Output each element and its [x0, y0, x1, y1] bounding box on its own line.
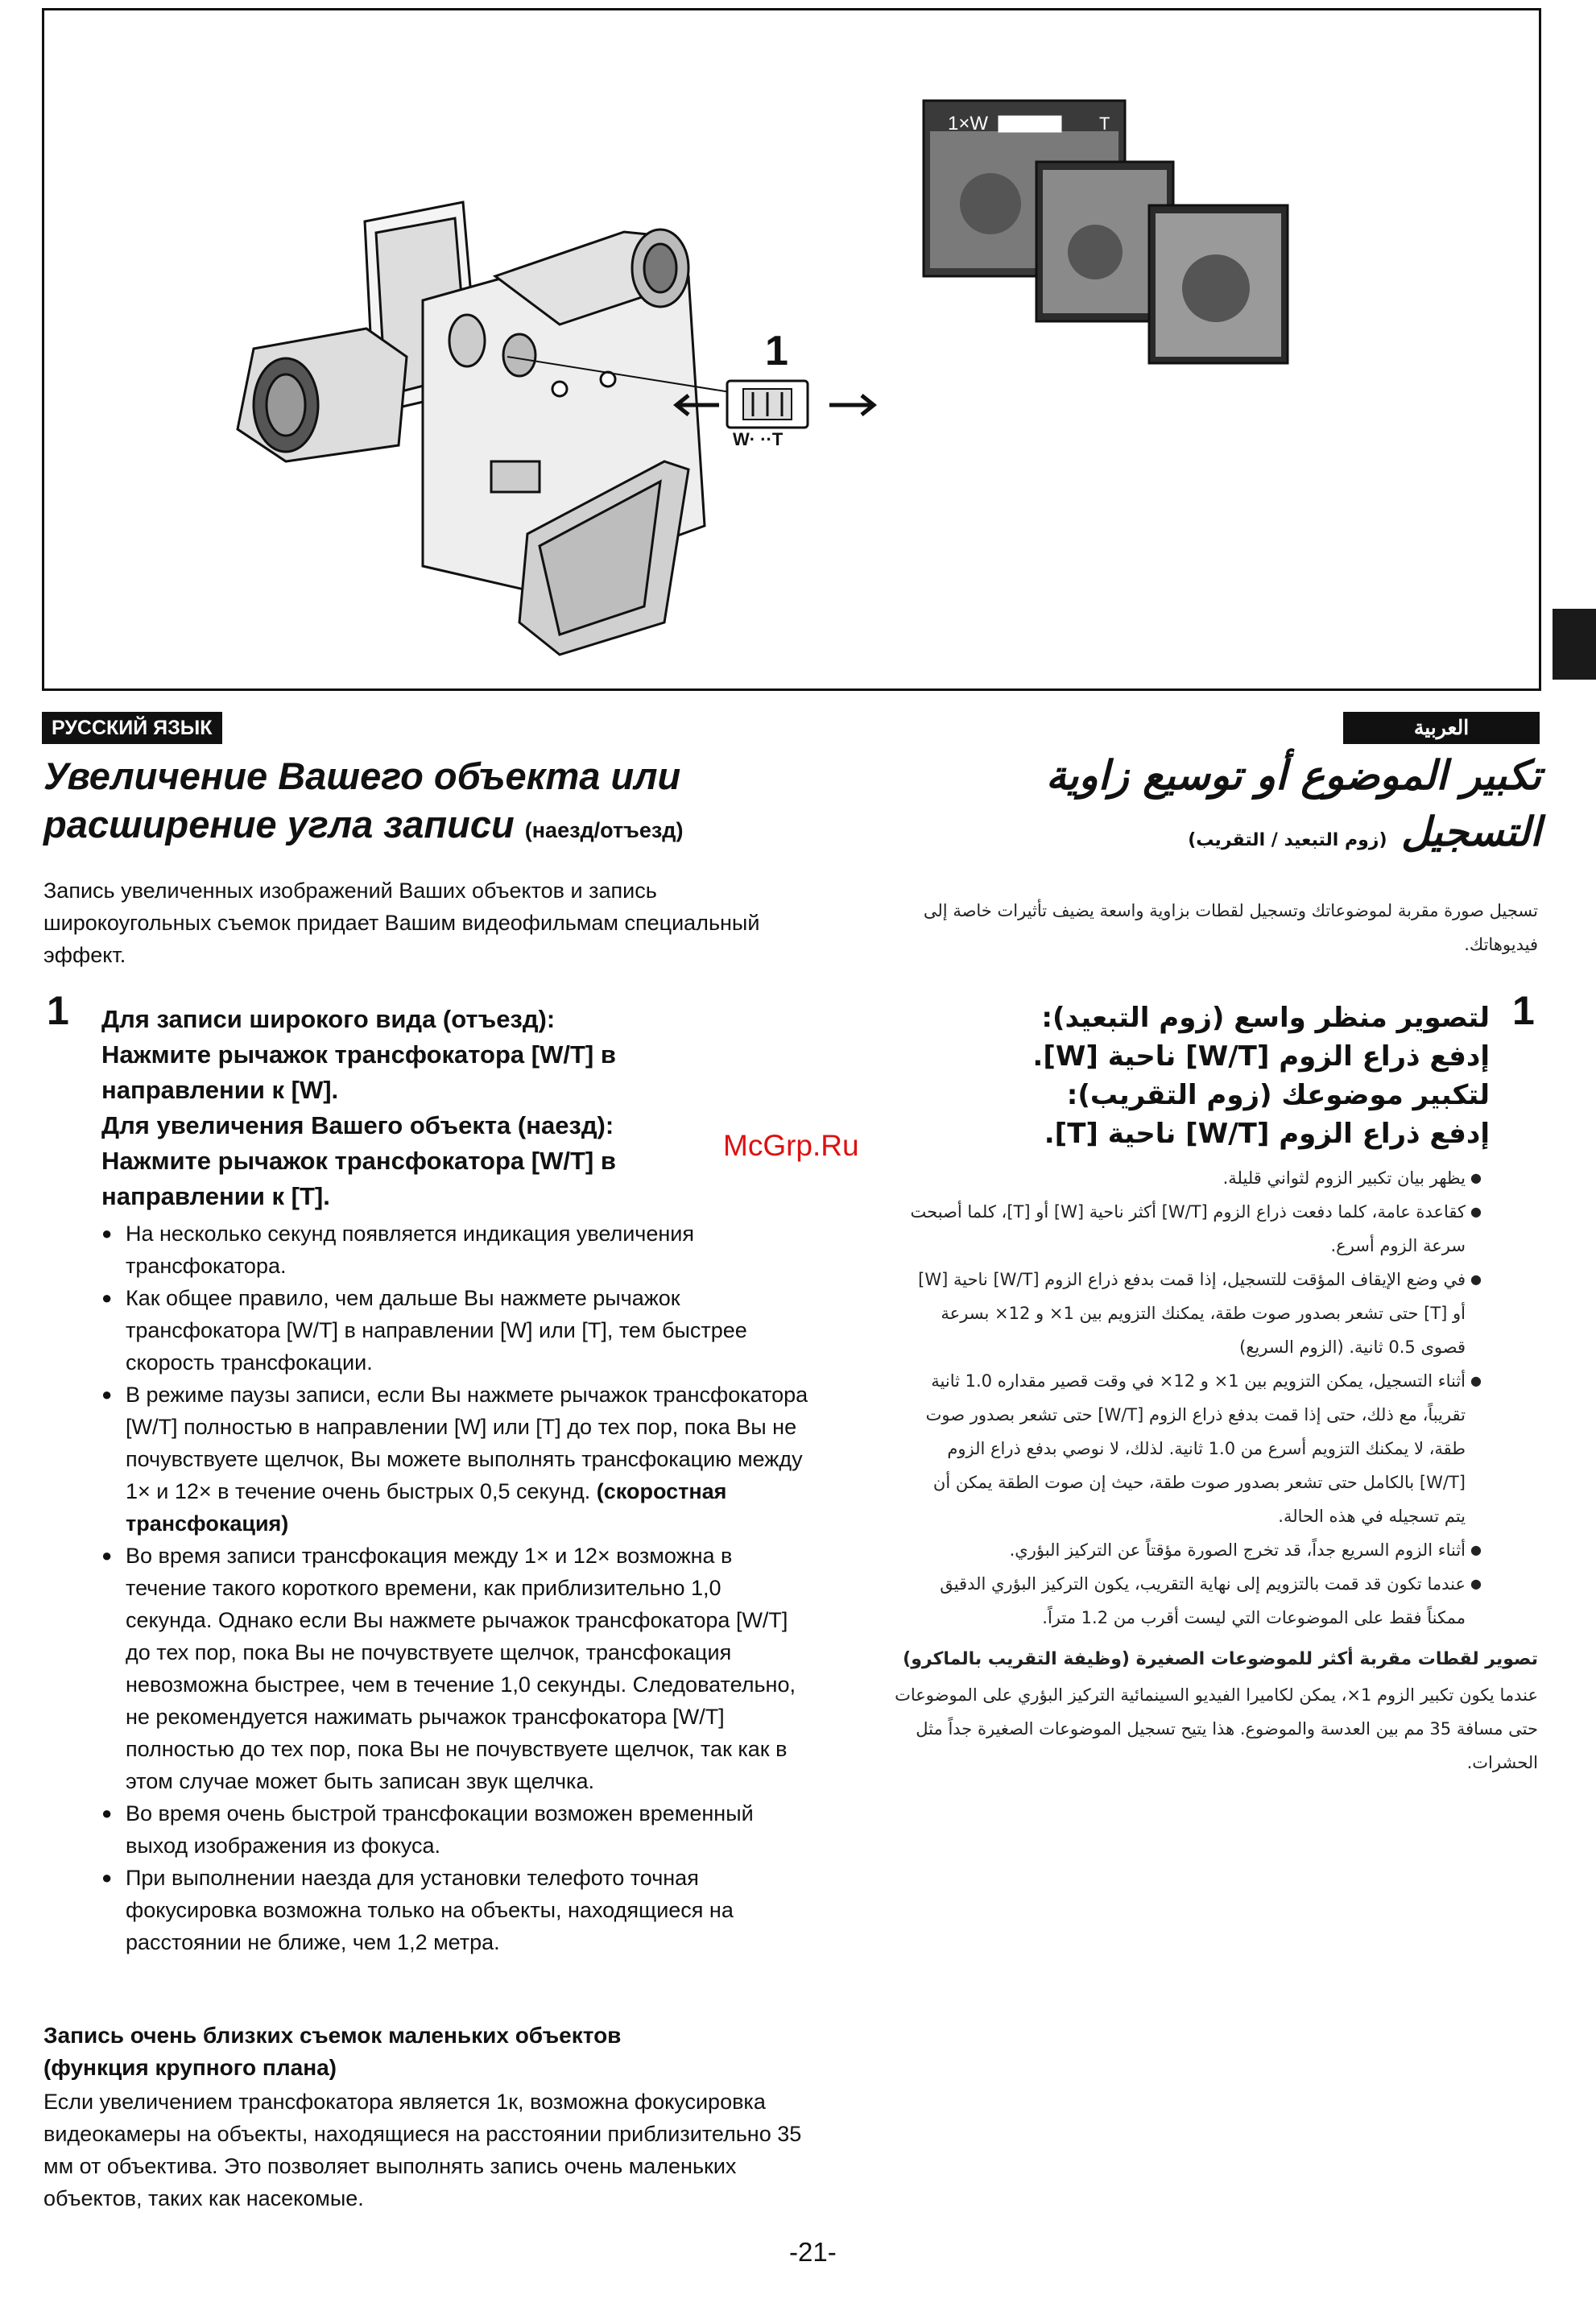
- arabic-step-line: لتصوير منظر واسع (زوم التبعيد):: [1041, 1002, 1490, 1034]
- russian-macro-heading: [43, 2020, 817, 2084]
- russian-step-line: Нажмите рычажок трансфокатора [W/T] в: [101, 1040, 616, 1069]
- zoom-screens: [924, 101, 1288, 363]
- arabic-step-number: 1: [1512, 988, 1535, 1033]
- russian-macro-text: Если увеличением трансфокатора является 1к, возможна фокусировка видеокамеры на объекты, находящиеся на расстоянии приблизительно 35 мм от объектива. Это позволяет выполнять запись очень маленьких объектов, таких как насекомые.: [43, 2090, 802, 2210]
- russian-step-instructions: [101, 1002, 810, 1214]
- list-item: ● При выполнении наезда для установки телефото точная фокусировка возможна только на объекты, находящиеся на расстоянии не ближе, чем 1,2 метра.: [101, 1862, 810, 1958]
- list-item: ● Во время очень быстрой трансфокации возможен временный выход изображения из фокуса.: [101, 1797, 810, 1862]
- watermark: McGrp.Ru: [723, 1129, 859, 1162]
- language-label-russian: РУССКИЙ ЯЗЫК: [42, 712, 222, 744]
- arabic-step-line: إدفع ذراع الزوم [W/T] ناحية [W].: [1032, 1040, 1490, 1073]
- bullet-text: В режиме паузы записи, если Вы нажмете рычажок трансфокатора [W/T] полностью в направлении [W] или [T] до тех пор, пока Вы не почувствуете щелчок, Вы можете выполнять трансфокацию между 1× и 12× в течение очень быстрых 0,5 секунд.: [126, 1383, 808, 1503]
- arabic-macro-heading: تصوير لقطات مقربة أكثر للموضوعات الصغيرة (وظيفة التقريب بالماكرو): [903, 1649, 1538, 1669]
- list-item: ● كقاعدة عامة، كلما دفعت ذراع الزوم [W/T] أكثر ناحية [W] أو [T]، كلما أصبحت سرعة الزوم أسرع.: [886, 1195, 1482, 1263]
- list-item: ● أثناء التسجيل، يمكن التزويم بين 1× و 12× في وقت قصير مقداره 1.0 ثانية تقريباً، مع ذلك، حتى إذا قمت بدفع ذراع الزوم [W/T] حتى تشعر بصدور صوت طقة، لا يمكنك التزويم أسرع من 1.0 ثانية. لذلك، لا نوصي بدفع ذراع الزوم [W/T] بالكامل حتى تشعر بصدور صوت طقة، حيث إن صوت الطقة يمكن أن يتم تسجيله في هذه الحالة.: [886, 1364, 1482, 1533]
- russian-title-line2: расширение угла записи: [43, 803, 515, 846]
- list-item: ● На несколько секунд появляется индикация увеличения трансфокатора.: [101, 1218, 810, 1282]
- arrow-right-icon: [829, 395, 874, 415]
- arabic-title-line1: تكبير الموضوع أو توسيع زاوية: [1045, 752, 1541, 799]
- russian-title: [43, 752, 849, 854]
- russian-step-number: 1: [47, 988, 69, 1033]
- list-item: ● في وضع الإيقاف المؤقت للتسجيل، إذا قمت بدفع ذراع الزوم [W/T] ناحية [W] أو [T] حتى تشعر بصدور صوت طقة، يمكنك التزويم بين 1× و 12× بسرعة قصوى 0.5 ثانية. (الزوم السريع): [886, 1263, 1482, 1364]
- arabic-intro: تسجيل صورة مقربة لموضوعاتك وتسجيل لقطات بزاوية واسعة يضيف تأثيرات خاصة إلى فيديوهاتك.: [923, 901, 1538, 954]
- zoom-indicator-t: T: [1099, 114, 1110, 134]
- list-item: ● Как общее правило, чем дальше Вы нажмете рычажок трансфокатора [W/T] в направлении [W] или [T], тем быстрее скорость трансфокации.: [101, 1282, 810, 1379]
- arabic-step-line: لتكبير موضوعك (زوم التقريب):: [1066, 1079, 1490, 1111]
- russian-step-line: Нажмите рычажок трансфокатора [W/T] в: [101, 1147, 616, 1175]
- russian-step-line: направлении к [T].: [101, 1182, 330, 1210]
- list-item: [101, 1379, 810, 1540]
- russian-title-line1: Увеличение Вашего объекта или: [43, 755, 681, 797]
- page-number: -21-: [789, 2237, 837, 2267]
- camcorder-illustration: [44, 10, 1539, 688]
- list-item: ● أثناء الزوم السريع جداً، قد تخرج الصورة مؤقتاً عن التركيز البؤري.: [886, 1533, 1482, 1567]
- arabic-title-line2: التسجيل: [1400, 808, 1541, 855]
- russian-step-line: направлении к [W].: [101, 1076, 339, 1104]
- russian-notes: [101, 1218, 810, 1958]
- bullet-bold-suffix: (скоростная трансфокация): [126, 1479, 727, 1536]
- arabic-macro-text: عندما يكون تكبير الزوم 1×، يمكن لكاميرا الفيديو السينمائية التركيز البؤري على الموضوعات حتى مسافة 35 مم بين العدسة والموضوع. هذا يتيح تسجيل الموضوعات الصغيرة جداً مثل الحشرات.: [895, 1685, 1538, 1772]
- list-item: ● يظهر بيان تكبير الزوم لثواني قليلة.: [886, 1161, 1482, 1195]
- language-label-arabic: العربية: [1343, 712, 1540, 744]
- list-item: ● عندما تكون قد قمت بالتزويم إلى نهاية التقريب، يكون التركيز البؤري الدقيق ممكناً فقط على الموضوعات التي ليست أقرب من 1.2 متراً.: [886, 1567, 1482, 1635]
- zoom-indicator: 1×W: [948, 113, 989, 134]
- russian-step-line: Для записи широкого вида (отъезд):: [101, 1005, 556, 1033]
- camcorder-drawing: [238, 202, 705, 655]
- lever-label: W· ··T: [733, 429, 784, 449]
- arabic-step-line: إدفع ذراع الزوم [W/T] ناحية [T].: [1044, 1118, 1490, 1150]
- russian-intro: Запись увеличенных изображений Ваших объектов и запись широкоугольных съемок придает Вашим видеофильмам специальный эффект.: [43, 879, 760, 967]
- section-tab-marker: [1553, 609, 1596, 680]
- arabic-title: [894, 747, 1541, 869]
- arabic-step-instructions: [886, 999, 1490, 1153]
- lever-step-number: 1: [765, 328, 788, 374]
- russian-macro-heading-line2: (функция крупного плана): [43, 2055, 337, 2080]
- arabic-notes: [886, 1161, 1482, 1635]
- russian-title-suffix: (наезд/отъезд): [524, 818, 684, 842]
- russian-step-line: Для увеличения Вашего объекта (наезд):: [101, 1111, 614, 1139]
- russian-macro-heading-line1: Запись очень близких съемок маленьких объектов: [43, 2023, 622, 2048]
- arabic-title-suffix: (زوم التبعيد / التقريب): [1188, 830, 1387, 850]
- list-item: ● Во время записи трансфокация между 1× и 12× возможна в течение такого короткого времени, как приблизительно 1,0 секунда. Однако если Вы нажмете рычажок трансфокатора [W/T] до тех пор, пока Вы не почувствуете щелчок, трансфокация невозможна быстрее, чем в течение 1,0 секунды. Следовательно, не рекомендуется нажимать рычажок трансфокатора [W/T] полностью до тех пор, пока Вы не почувствуете щелчок, так как в этом случае может быть записан звук щелчка.: [101, 1540, 810, 1797]
- illustration-frame: [42, 8, 1541, 691]
